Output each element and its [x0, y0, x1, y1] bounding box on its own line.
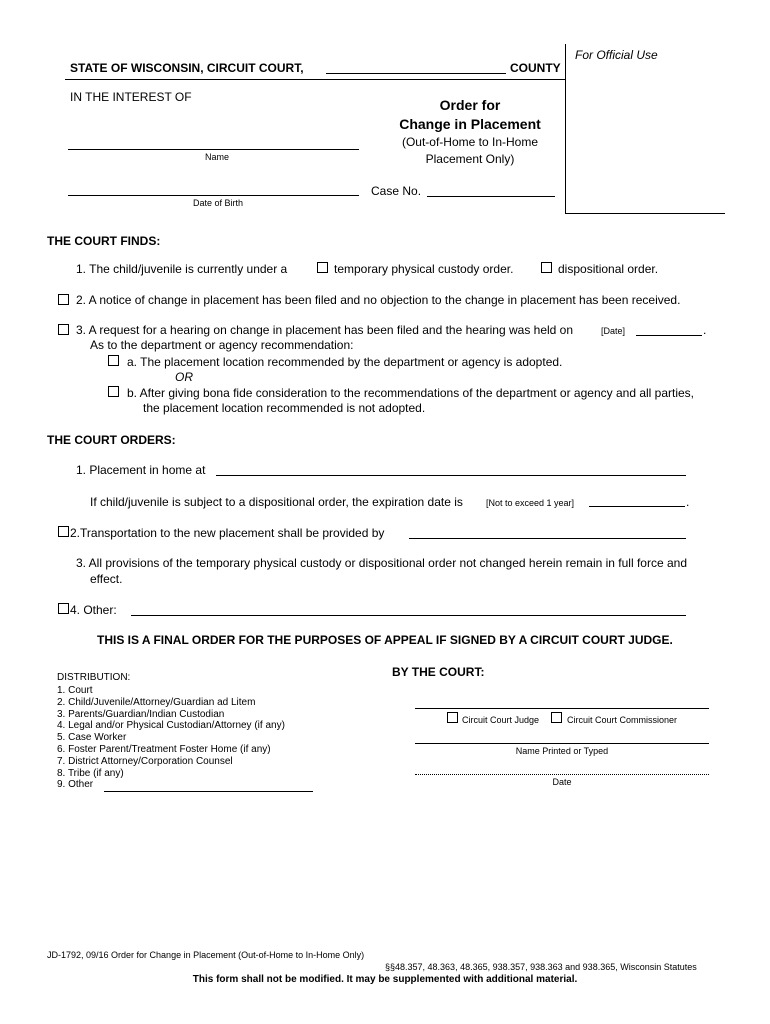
- or-label: OR: [175, 370, 193, 384]
- expiration-date-period: .: [686, 495, 690, 509]
- hearing-date-field[interactable]: [636, 335, 702, 336]
- recommendation-adopted-checkbox[interactable]: [108, 355, 119, 366]
- orders-item2-checkbox[interactable]: [58, 526, 69, 537]
- statutes-reference: §§48.357, 48.363, 48.365, 938.357, 938.363 and 938.365, Wisconsin Statutes: [385, 962, 697, 972]
- court-orders-heading: THE COURT ORDERS:: [47, 433, 176, 447]
- placement-home-field[interactable]: [216, 475, 686, 476]
- recommendation-not-adopted-line2: the placement location recommended is not adopted.: [143, 401, 426, 415]
- interest-of-label: IN THE INTEREST OF: [70, 90, 192, 104]
- case-number-field[interactable]: [427, 196, 555, 197]
- distribution-item: 9. Other: [57, 779, 94, 791]
- distribution-item: 4. Legal and/or Physical Custodian/Attorney (if any): [57, 720, 285, 732]
- distribution-item: 3. Parents/Guardian/Indian Custodian: [57, 708, 225, 720]
- final-order-statement: THIS IS A FINAL ORDER FOR THE PURPOSES OF APPEAL IF SIGNED BY A CIRCUIT COURT JUDGE.: [97, 633, 673, 647]
- expiration-date-field[interactable]: [589, 506, 685, 507]
- distribution-item: 7. District Attorney/Corporation Counsel: [57, 755, 233, 767]
- signature-date-label: Date: [552, 777, 572, 787]
- circuit-court-judge-checkbox[interactable]: [447, 712, 458, 723]
- distribution-heading: DISTRIBUTION:: [57, 672, 131, 683]
- distribution-other-field[interactable]: [104, 791, 313, 792]
- form-subtitle-line1: (Out-of-Home to In-Home: [401, 135, 539, 149]
- orders-item2-text: 2.Transportation to the new placement shall be provided by: [70, 526, 385, 540]
- form-title-line1: Order for: [439, 97, 501, 113]
- distribution-item: 6. Foster Parent/Treatment Foster Home (if any): [57, 743, 271, 755]
- finds-item2-text: 2. A notice of change in placement has been filed and no objection to the change in placement has been received.: [76, 293, 681, 307]
- recommendation-adopted-label: a. The placement location recommended by the department or agency is adopted.: [127, 355, 563, 369]
- orders-item1-sub-text: If child/juvenile is subject to a dispositional order, the expiration date is: [90, 495, 463, 509]
- form-title-line2: Change in Placement: [399, 116, 541, 132]
- county-label: COUNTY: [510, 61, 561, 75]
- temporary-custody-label: temporary physical custody order.: [334, 262, 514, 276]
- distribution-item: 8. Tribe (if any): [57, 767, 124, 779]
- dispositional-order-checkbox[interactable]: [541, 262, 552, 273]
- transportation-provider-field[interactable]: [409, 538, 686, 539]
- court-title: STATE OF WISCONSIN, CIRCUIT COURT,: [70, 61, 304, 75]
- court-finds-heading: THE COURT FINDS:: [47, 234, 161, 248]
- distribution-item: 5. Case Worker: [57, 732, 127, 744]
- form-subtitle-line2: Placement Only): [425, 152, 515, 166]
- circuit-court-judge-label: Circuit Court Judge: [462, 715, 540, 725]
- hearing-date-label: [Date]: [601, 326, 626, 336]
- finds-item3-text: 3. A request for a hearing on change in placement has been filed and the hearing was held on: [76, 323, 574, 337]
- recommendation-not-adopted-line1: b. After giving bona fide consideration to the recommendations of the department or agency and all parties,: [127, 386, 695, 400]
- other-orders-field[interactable]: [131, 615, 686, 616]
- name-printed-field[interactable]: [415, 743, 709, 744]
- name-label: Name: [205, 152, 230, 162]
- dispositional-order-label: dispositional order.: [558, 262, 659, 276]
- expiration-note: [Not to exceed 1 year]: [486, 498, 575, 508]
- orders-item4-text: 4. Other:: [70, 603, 117, 617]
- circuit-court-commissioner-checkbox[interactable]: [551, 712, 562, 723]
- modification-notice: This form shall not be modified. It may be supplemented with additional material.: [192, 974, 578, 985]
- orders-item4-checkbox[interactable]: [58, 603, 69, 614]
- hearing-date-period: .: [703, 323, 707, 337]
- finds-item3-checkbox[interactable]: [58, 324, 69, 335]
- by-the-court-label: BY THE COURT:: [392, 665, 485, 679]
- circuit-court-commissioner-label: Circuit Court Commissioner: [567, 715, 678, 725]
- temporary-custody-checkbox[interactable]: [317, 262, 328, 273]
- signature-date-field[interactable]: [415, 774, 709, 775]
- header-divider-bottom: [565, 213, 725, 214]
- name-printed-label: Name Printed or Typed: [515, 746, 609, 756]
- date-of-birth-label: Date of Birth: [193, 198, 244, 208]
- case-number-label: Case No.: [371, 184, 422, 198]
- orders-item3-line1: 3. All provisions of the temporary physical custody or dispositional order not changed herein remain in full force and: [76, 556, 687, 570]
- finds-item2-checkbox[interactable]: [58, 294, 69, 305]
- child-name-field[interactable]: [68, 149, 359, 150]
- form-identifier: JD-1792, 09/16 Order for Change in Placement (Out-of-Home to In-Home Only): [47, 950, 365, 960]
- finds-item1-text: 1. The child/juvenile is currently under a: [76, 262, 288, 276]
- distribution-list: [57, 685, 285, 791]
- header-divider-top: [65, 79, 565, 80]
- finds-item3-sub: As to the department or agency recommendation:: [90, 338, 354, 352]
- date-of-birth-field[interactable]: [68, 195, 359, 196]
- official-use-label: For Official Use: [575, 48, 658, 62]
- county-name-field[interactable]: [326, 73, 506, 74]
- orders-item1-text: 1. Placement in home at: [76, 463, 206, 477]
- orders-item3-line2: effect.: [90, 572, 123, 586]
- recommendation-not-adopted-checkbox[interactable]: [108, 386, 119, 397]
- signature-field[interactable]: [415, 708, 709, 709]
- distribution-item: 2. Child/Juvenile/Attorney/Guardian ad Litem: [57, 696, 256, 708]
- distribution-item: 1. Court: [57, 685, 93, 696]
